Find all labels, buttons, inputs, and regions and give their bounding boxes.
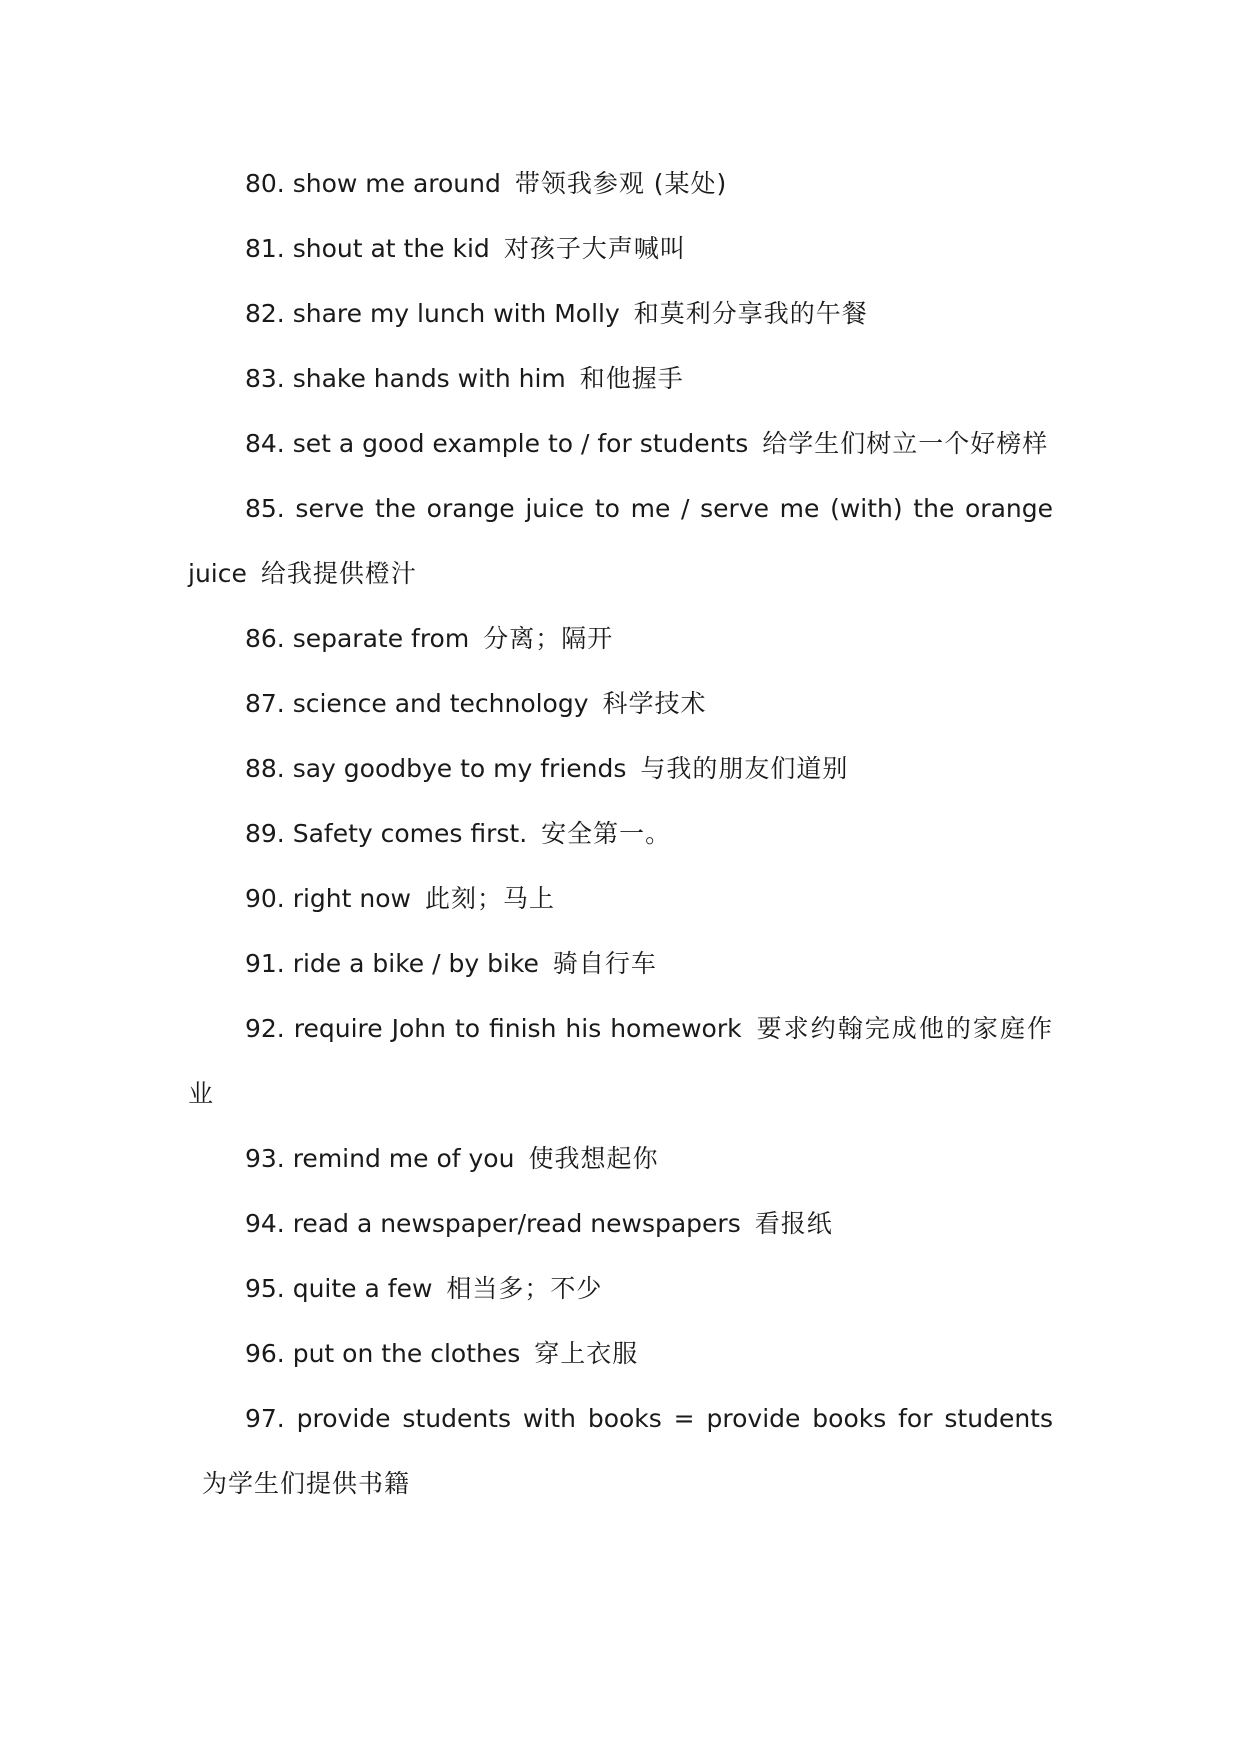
phrase-english: 80. show me around <box>245 169 501 198</box>
phrase-chinese: 对孩子大声喊叫 <box>503 234 686 263</box>
phrase-chinese: 骑自行车 <box>552 949 657 978</box>
phrase-english: 96. put on the clothes <box>245 1339 521 1368</box>
list-item <box>188 801 1053 866</box>
phrase-english: 81. shout at the kid <box>245 234 490 263</box>
phrase-chinese: 穿上衣服 <box>534 1339 639 1368</box>
list-item <box>188 736 1053 801</box>
list-item <box>188 1321 1053 1386</box>
phrase-chinese: 此刻；马上 <box>424 884 555 913</box>
phrase-english: 87. science and technology <box>245 689 589 718</box>
phrase-chinese: 使我想起你 <box>528 1144 659 1173</box>
list-item <box>188 151 1053 216</box>
phrase-chinese: 安全第一。 <box>541 819 672 848</box>
phrase-english: 82. share my lunch with Molly <box>245 299 620 328</box>
phrase-chinese: 为学生们提供书籍 <box>202 1469 411 1498</box>
phrase-english: 86. separate from <box>245 624 470 653</box>
list-item <box>188 1191 1053 1256</box>
list-item <box>188 1386 1053 1516</box>
phrase-english: 94. read a newspaper/read newspapers <box>245 1209 741 1238</box>
phrase-english: 92. require John to finish his homework <box>245 1014 742 1043</box>
phrase-english: 97. provide students with books = provide books for students <box>245 1404 1053 1433</box>
phrase-english: 85. serve the orange juice to me / serve me (with) the orange juice <box>188 494 1053 588</box>
phrase-english: 88. say goodbye to my friends <box>245 754 627 783</box>
phrase-english: 89. Safety comes first. <box>245 819 528 848</box>
vocabulary-list <box>188 151 1053 1516</box>
phrase-chinese: 给学生们树立一个好榜样 <box>762 429 1049 458</box>
list-item <box>188 1256 1053 1321</box>
phrase-chinese: 与我的朋友们道别 <box>640 754 849 783</box>
list-item <box>188 346 1053 411</box>
phrase-english: 91. ride a bike / by bike <box>245 949 539 978</box>
phrase-chinese: 带领我参观 (某处) <box>514 169 728 198</box>
list-item <box>188 606 1053 671</box>
phrase-english: 93. remind me of you <box>245 1144 515 1173</box>
phrase-chinese: 看报纸 <box>754 1209 833 1238</box>
list-item <box>188 281 1053 346</box>
list-item <box>188 671 1053 736</box>
phrase-english: 95. quite a few <box>245 1274 433 1303</box>
list-item <box>188 1126 1053 1191</box>
phrase-chinese: 给我提供橙汁 <box>260 559 417 588</box>
list-item <box>188 411 1053 476</box>
phrase-chinese: 和他握手 <box>579 364 684 393</box>
phrase-chinese: 科学技术 <box>602 689 707 718</box>
list-item <box>188 931 1053 996</box>
list-item <box>188 866 1053 931</box>
phrase-english: 83. shake hands with him <box>245 364 566 393</box>
list-item <box>188 476 1053 606</box>
list-item <box>188 216 1053 281</box>
list-item <box>188 996 1053 1126</box>
phrase-chinese: 分离；隔开 <box>483 624 614 653</box>
phrase-chinese: 和莫利分享我的午餐 <box>633 299 868 328</box>
phrase-english: 84. set a good example to / for students <box>245 429 749 458</box>
phrase-chinese: 相当多；不少 <box>446 1274 603 1303</box>
phrase-english: 90. right now <box>245 884 411 913</box>
phrase-chinese: 要求约翰完成他的家庭作业 <box>188 1014 1053 1108</box>
